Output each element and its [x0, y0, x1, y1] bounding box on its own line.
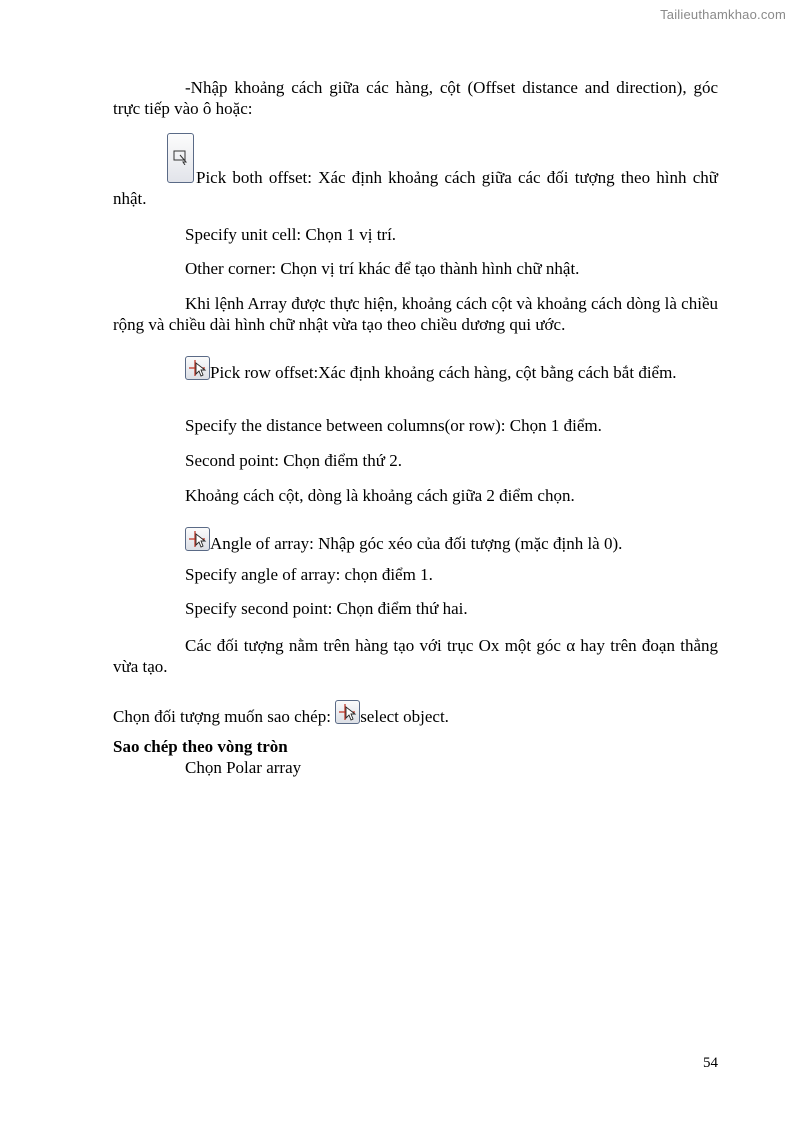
page-number: 54	[703, 1055, 718, 1071]
angle-of-array-icon[interactable]	[185, 527, 210, 551]
paragraph-other-corner: Other corner: Chọn vị trí khác để tạo thành hình chữ nhật.	[185, 259, 580, 278]
section-heading-polar-copy: Sao chép theo vòng tròn	[113, 737, 288, 756]
paragraph-angle-of-array: Angle of array: Nhập góc xéo của đối tượng (mặc định là 0).	[185, 527, 718, 554]
paragraph-pick-both-offset: Pick both offset: Xác định khoảng cách giữa các đối tượng theo hình chữ nhật.	[113, 168, 718, 208]
paragraph-choose-polar-array: Chọn Polar array	[185, 758, 302, 777]
paragraph-distance-explained: Khoảng cách cột, dòng là khoảng cách giữa 2 điểm chọn.	[185, 486, 575, 505]
paragraph-pick-row-offset: Pick row offset:Xác định khoảng cách hàng, cột bằng cách bắt điểm.	[113, 356, 718, 383]
paragraph-second-point: Second point: Chọn điểm thứ 2.	[185, 451, 402, 470]
select-object-icon[interactable]	[335, 700, 360, 724]
paragraph-objects-on-row: Các đối tượng nằm trên hàng tạo với trục Ox một góc α hay trên đoạn thẳng vừa tạo.	[113, 636, 718, 676]
paragraph-select-object: Chọn đối tượng muốn sao chép: select object.	[113, 700, 718, 727]
paragraph-specify-second-point: Specify second point: Chọn điểm thứ hai.	[185, 599, 468, 618]
paragraph-specify-distance: Specify the distance between columns(or row): Chọn 1 điểm.	[185, 416, 602, 435]
paragraph-specify-angle: Specify angle of array: chọn điểm 1.	[185, 565, 433, 584]
paragraph-offset-intro: -Nhập khoảng cách giữa các hàng, cột (Offset distance and direction), góc trực tiếp vào ô hoặc:	[113, 78, 718, 118]
pick-row-offset-icon[interactable]	[185, 356, 210, 380]
paragraph-array-executed: Khi lệnh Array được thực hiện, khoảng cách cột và khoảng cách dòng là chiều rộng và chiều dài hình chữ nhật vừa tạo theo chiều dương qui ước.	[113, 294, 718, 334]
watermark: Tailieuthamkhao.com	[660, 7, 786, 22]
paragraph-specify-unit-cell: Specify unit cell: Chọn 1 vị trí.	[185, 225, 397, 244]
